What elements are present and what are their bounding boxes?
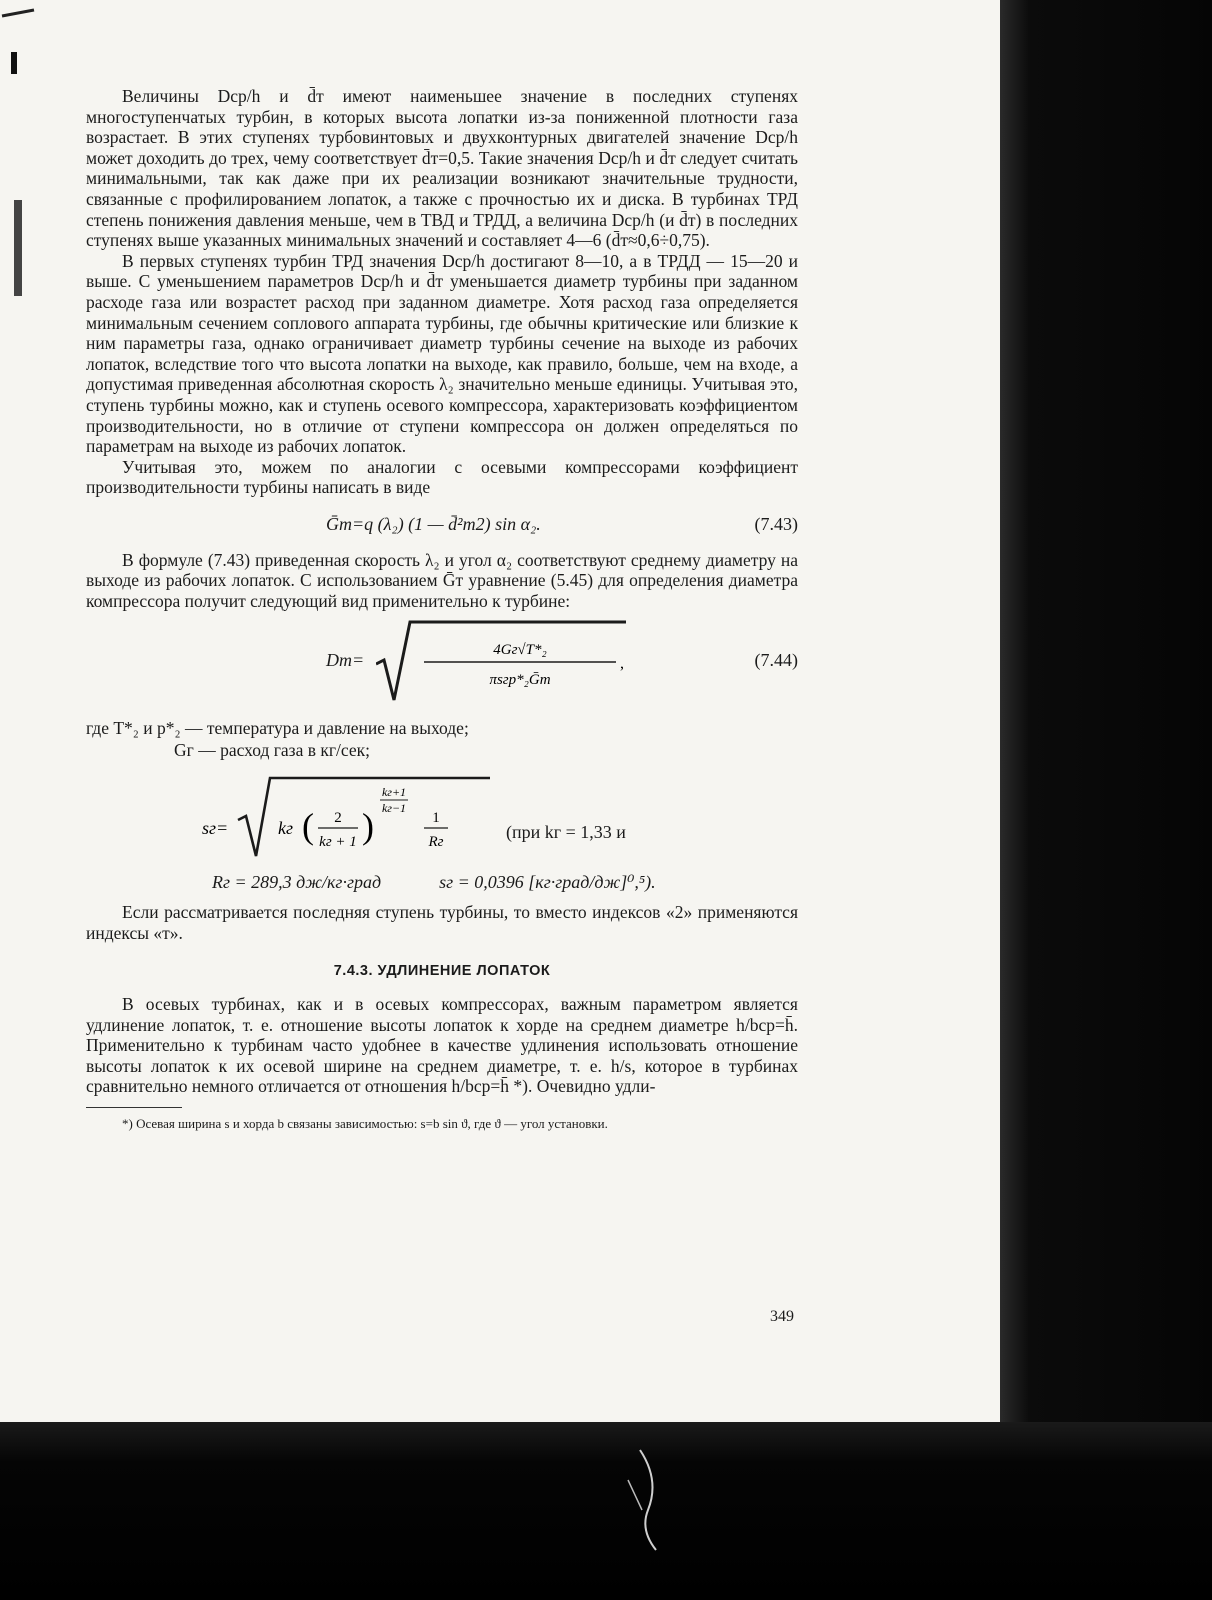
svg-text:kг+1: kг+1 <box>381 784 407 799</box>
where-line-2: Gг — расход газа в кг/сек; <box>174 739 371 760</box>
constants-line <box>86 872 798 893</box>
equation-7-44-denominator: πsгp*₂Ḡт <box>489 671 551 688</box>
r-constant: Rг = 289,3 дж/кг·град <box>212 871 382 892</box>
svg-text:(: ( <box>302 805 314 846</box>
svg-text:): ) <box>362 805 374 846</box>
paragraph-6: В осевых турбинах, как и в осевых компрессорах, важным параметром является удлинение лопаток, т. е. отношение высоты лопаток к хорде на среднем диаметре h/bср=h̄. Применительно к турбинам часто удобнее в качестве удлинения использовать отношение высоты лопаток к их осевой ширине на среднем диаметре, т. е. h/s, которое в турбинах сравнительно немного отличается от отношения h/bср=h̄ *). Очевидно удли- <box>86 994 798 1097</box>
equation-s-lhs: sг= <box>202 817 229 838</box>
svg-text:kг + 1: kг + 1 <box>319 833 357 850</box>
equation-7-44-lhs: Dт= <box>326 649 365 670</box>
paragraph-1: Величины Dср/h и d̄т имеют наименьшее значение в последних ступенях многоступенчатых турбин, в которых высота лопатки из-за пониженной плотности газа возрастает. В этих ступенях турбовинтовых и двухконтурных двигателей значение Dср/h может доходить до трех, чему соответствует d̄т=0,5. Такие значения Dср/h и d̄т следует считать минимальными, так как даже при их реализации возникают значительные трудности, связанные с профилированием лопаток, а также с прочностью их и диска. В турбинах ТРД степень понижения давления меньше, чем в ТВД и ТРДД, а величина Dср/h (и d̄т) в последних ступенях выше указанных минимальных значений и составляет 4—6 (d̄т≈0,6÷0,75). <box>86 86 798 251</box>
where-block <box>86 718 798 762</box>
page-number: 349 <box>770 1308 794 1325</box>
bottom-artifact <box>620 1440 680 1560</box>
section-title: 7.4.3. УДЛИНЕНИЕ ЛОПАТОК <box>333 963 551 980</box>
scan-shadow-right <box>1000 0 1212 1600</box>
equation-s-tail: (при kг = 1,33 и <box>506 821 626 842</box>
sqrt-fraction <box>376 620 636 710</box>
equation-s <box>86 766 798 872</box>
equation-7-43 <box>86 508 798 542</box>
margin-marks <box>0 0 40 300</box>
s-constant: sг = 0,0396 [кг·град/дж]⁰,⁵). <box>439 871 656 892</box>
equation-7-43-expr: Ḡт=q (λ₂) (1 — d̄²т2) sin α₂. <box>326 513 541 534</box>
svg-text:kг−1: kг−1 <box>381 800 407 815</box>
paragraph-5: Если рассматривается последняя ступень турбины, то вместо индексов «2» применяются индексы «т». <box>86 902 798 943</box>
text-column <box>86 86 798 1132</box>
paragraph-3: Учитывая это, можем по аналогии с осевыми компрессорами коэффициент производительности турбины написать в виде <box>86 456 798 498</box>
svg-text:Rг: Rг <box>428 833 444 850</box>
footnote-rule <box>86 1107 182 1108</box>
equation-7-44-number: (7.44) <box>754 649 798 670</box>
paragraph-4: В формуле (7.43) приведенная скорость λ₂ и угол α₂ соответствуют среднему диаметру на выходе из рабочих лопаток. С использованием Ḡт уравнение (5.45) для определения диаметра компрессора получит следующий вид применительно к турбине: <box>86 549 798 612</box>
where-line-1: где T*₂ и p*₂ — температура и давление на выходе; <box>86 717 469 738</box>
paragraph-2: В первых ступенях турбин ТРД значения Dср/h достигают 8—10, а в ТРДД — 15—20 и выше. С уменьшением параметров Dср/h и d̄т уменьшается диаметр турбины при заданном расходе газа или возрастет расход при заданном диаметре. Хотя расход газа определяется минимальным сечением соплового аппарата турбины, где обычны критические или близкие к ним параметры газа, однако ограничивает диаметр турбины сечение на выходе из рабочих лопаток, вследствие того что высота лопатки на выходе, как правило, больше, чем на входе, а допустимая приведенная абсолютная скорость λ₂ значительно меньше единицы. Учитывая это, ступень турбины можно, как и ступень осевого компрессора, характеризовать коэффициентом производительности, но в отличие от ступени компрессора он должен определяться по параметрам на выходе из рабочих лопаток. <box>86 250 798 457</box>
equation-7-44-numerator: 4Gг√T*₂ <box>493 641 547 658</box>
svg-text:2: 2 <box>334 809 342 826</box>
equation-7-43-number: (7.43) <box>754 513 798 534</box>
svg-text:kг: kг <box>278 817 294 838</box>
equation-s-graphic <box>198 766 498 872</box>
svg-text:,: , <box>620 654 624 672</box>
footnote: *) Осевая ширина s и хорда b связаны зависимостью: s=b sin ϑ, где ϑ — угол установки. <box>122 1116 608 1131</box>
equation-7-44 <box>86 620 798 710</box>
scan-shadow-bottom <box>0 1422 1212 1600</box>
svg-text:1: 1 <box>432 809 440 826</box>
